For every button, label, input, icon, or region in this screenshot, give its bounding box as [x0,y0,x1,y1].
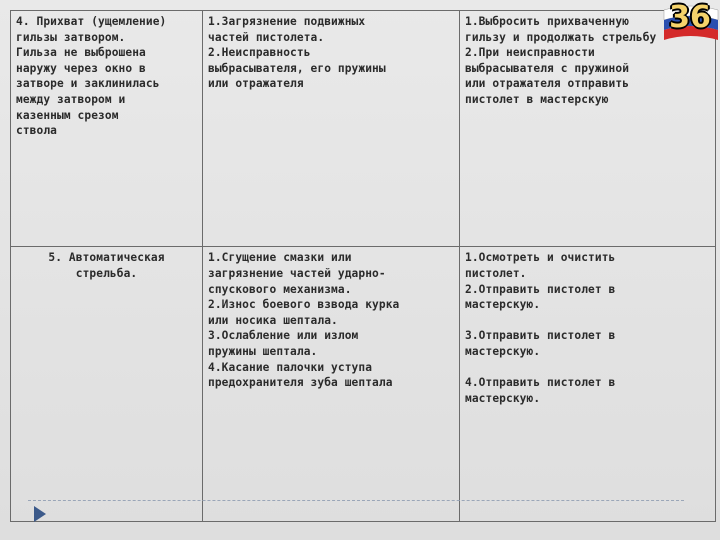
table-row [11,247,716,522]
table-cell-remedy: 1.Выбросить прихваченную гильзу и продолжать стрельбу 2.При неисправности выбрасывателя с пружиной или отражателя отправить пистолет в мастерскую [460,11,716,247]
table-cell-remedy: 1.Осмотреть и очистить пистолет. 2.Отправить пистолет в мастерскую. 3.Отправить пистолет в мастерскую. 4.Отправить пистолет в мастерскую. [460,247,716,522]
table-cell-fault: 4. Прихват (ущемление) гильзы затвором. Гильза не выброшена наружу через окно в затворе и заклинилась между затвором и казенным срезом ствола [11,11,203,247]
play-arrow-icon[interactable] [34,506,46,522]
table-cell-cause: 1.Сгущение смазки или загрязнение частей ударно- спускового механизма. 2.Износ боевого взвода курка или носика шептала. 3.Ослабление или излом пружины шептала. 4.Касание палочки уступа предохранителя зуба шептала [203,247,460,522]
footer-divider [28,500,684,501]
table-cell-cause: 1.Загрязнение подвижных частей пистолета. 2.Неисправность выбрасывателя, его пружины или отражателя [203,11,460,247]
faults-table [10,10,716,522]
slide-number: 36 [669,0,711,35]
table-cell-fault: 5. Автоматическая стрельба. [11,247,203,522]
table-row [11,11,716,247]
